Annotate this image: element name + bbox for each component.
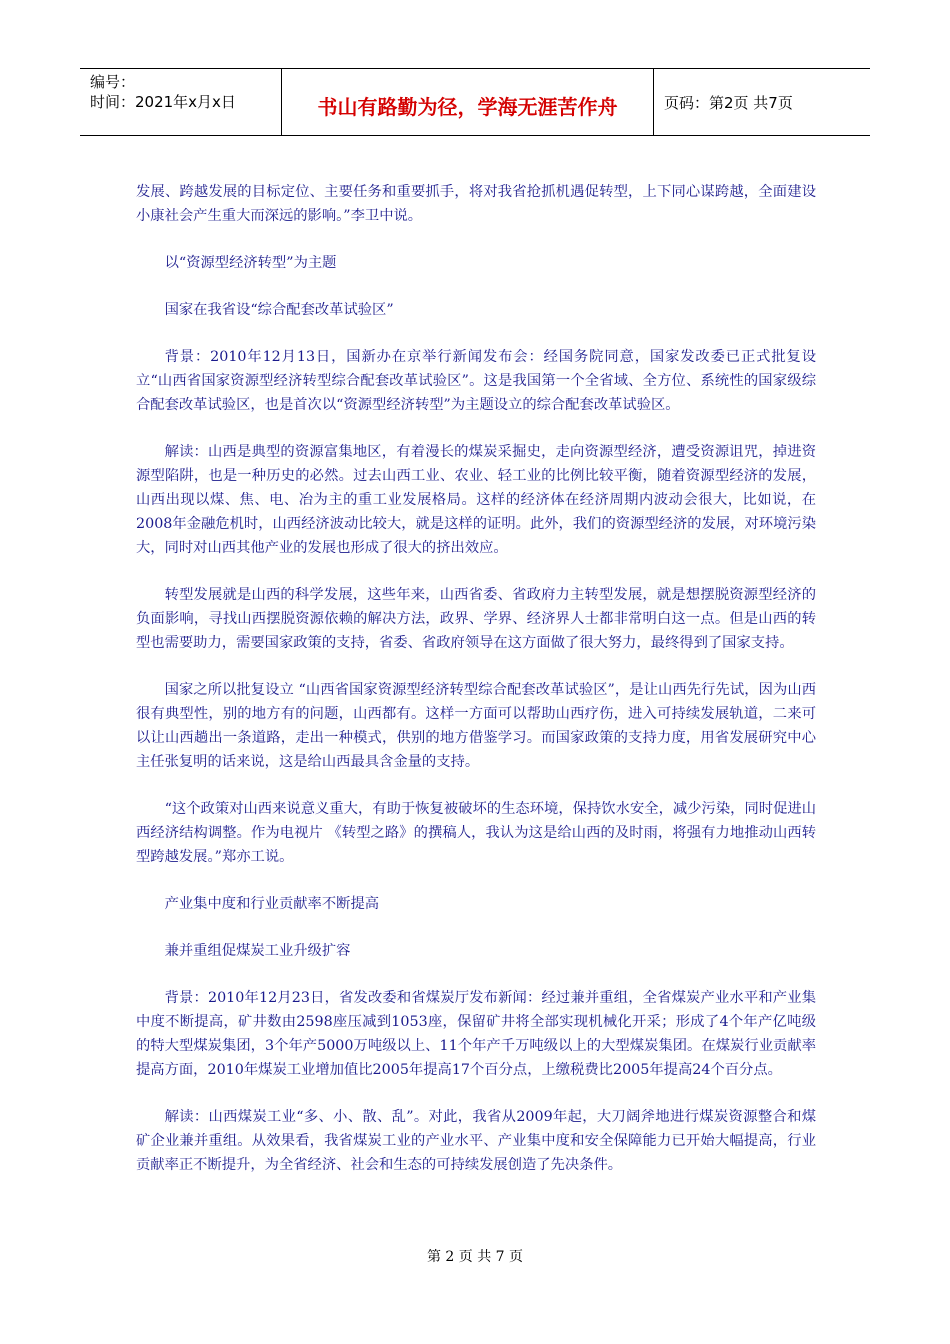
header-meta (80, 69, 282, 135)
paragraph: 解读：山西是典型的资源富集地区，有着漫长的煤炭采掘史，走向资源型经济，遭受资源诅咒，掉进资源型陷阱，也是一种历史的必然。过去山西工业、农业、轻工业的比例比较平衡，随着资源型经济的发展，山西出现以煤、焦、电、冶为主的重工业发展格局。这样的经济体在经济周期内波动会很大，比如说，在2008年金融危机时，山西经济波动比较大，就是这样的证明。此外，我们的资源型经济的发展，对环境污染大，同时对山西其他产业的发展也形成了很大的挤出效应。 (136, 444, 816, 556)
header-page-number: 页码：第2页 共7页 (664, 93, 793, 112)
section-heading: 国家在我省设“综合配套改革试验区” (164, 302, 394, 318)
date-label: 时间：2021年x月x日 (90, 93, 236, 111)
number-label: 编号： (90, 73, 136, 91)
paragraph: 转型发展就是山西的科学发展，这些年来，山西省委、省政府力主转型发展，就是想摆脱资源型经济的负面影响，寻找山西摆脱资源依赖的解决方法，政界、学界、经济界人士都非常明白这一点。但是山西的转型也需要助力，需要国家政策的支持，省委、省政府领导在这方面做了很大努力，最终得到了国家支持。 (136, 587, 816, 651)
section-heading: 产业集中度和行业贡献率不断提高 (164, 896, 380, 912)
section-heading: 以“资源型经济转型”为主题 (164, 255, 337, 271)
paragraph: 发展、跨越发展的目标定位、主要任务和重要抓手，将对我省抢抓机遇促转型，上下同心谋跨越，全面建设小康社会产生重大而深远的影响。”李卫中说。 (136, 184, 816, 224)
page-footer: 第 2 页 共 7 页 (426, 1249, 524, 1265)
paragraph: 背景：2010年12月23日，省发改委和省煤炭厅发布新闻：经过兼并重组，全省煤炭产业水平和产业集中度不断提高，矿井数由2598座压减到1053座，保留矿井将全部实现机械化开采；形成了4个年产亿吨级的特大型煤炭集团，3个年产5000万吨级以上、11个年产千万吨级以上的大型煤炭集团。在煤炭行业贡献率提高方面，2010年煤炭工业增加值比2005年提高17个百分点，上缴税费比2005年提高24个百分点。 (136, 990, 816, 1078)
header-motto: 书山有路勤为径，学海无涯苦作舟 (282, 69, 654, 135)
paragraph: 背景：2010年12月13日，国新办在京举行新闻发布会：经国务院同意，国家发改委已正式批复设立“山西省国家资源型经济转型综合配套改革试验区”。这是我国第一个全省域、全方位、系统性的国家级综合配套改革试验区，也是首次以“资源型经济转型”为主题设立的综合配套改革试验区。 (136, 349, 816, 413)
document-body (136, 180, 816, 1200)
paragraph: “这个政策对山西来说意义重大，有助于恢复被破坏的生态环境，保持饮水安全，减少污染，同时促进山西经济结构调整。作为电视片 《转型之路》的撰稿人，我认为这是给山西的及时雨，将强有力地推动山西转型跨越发展。”郑亦工说。 (136, 801, 816, 865)
page-header (80, 68, 870, 136)
paragraph: 解读：山西煤炭工业“多、小、散、乱”。对此，我省从2009年起，大刀阔斧地进行煤炭资源整合和煤矿企业兼并重组。从效果看，我省煤炭工业的产业水平、产业集中度和安全保障能力已开始大幅提高，行业贡献率正不断提升，为全省经济、社会和生态的可持续发展创造了先决条件。 (136, 1109, 816, 1173)
section-heading: 兼并重组促煤炭工业升级扩容 (164, 943, 351, 959)
paragraph: 国家之所以批复设立 “山西省国家资源型经济转型综合配套改革试验区”，是让山西先行先试，因为山西很有典型性，别的地方有的问题，山西都有。这样一方面可以帮助山西疗伤，进入可持续发展轨道，二来可以让山西趟出一条道路，走出一种模式，供别的地方借鉴学习。而国家政策的支持力度，用省发展研究中心主任张复明的话来说，这是给山西最具含金量的支持。 (136, 682, 816, 770)
